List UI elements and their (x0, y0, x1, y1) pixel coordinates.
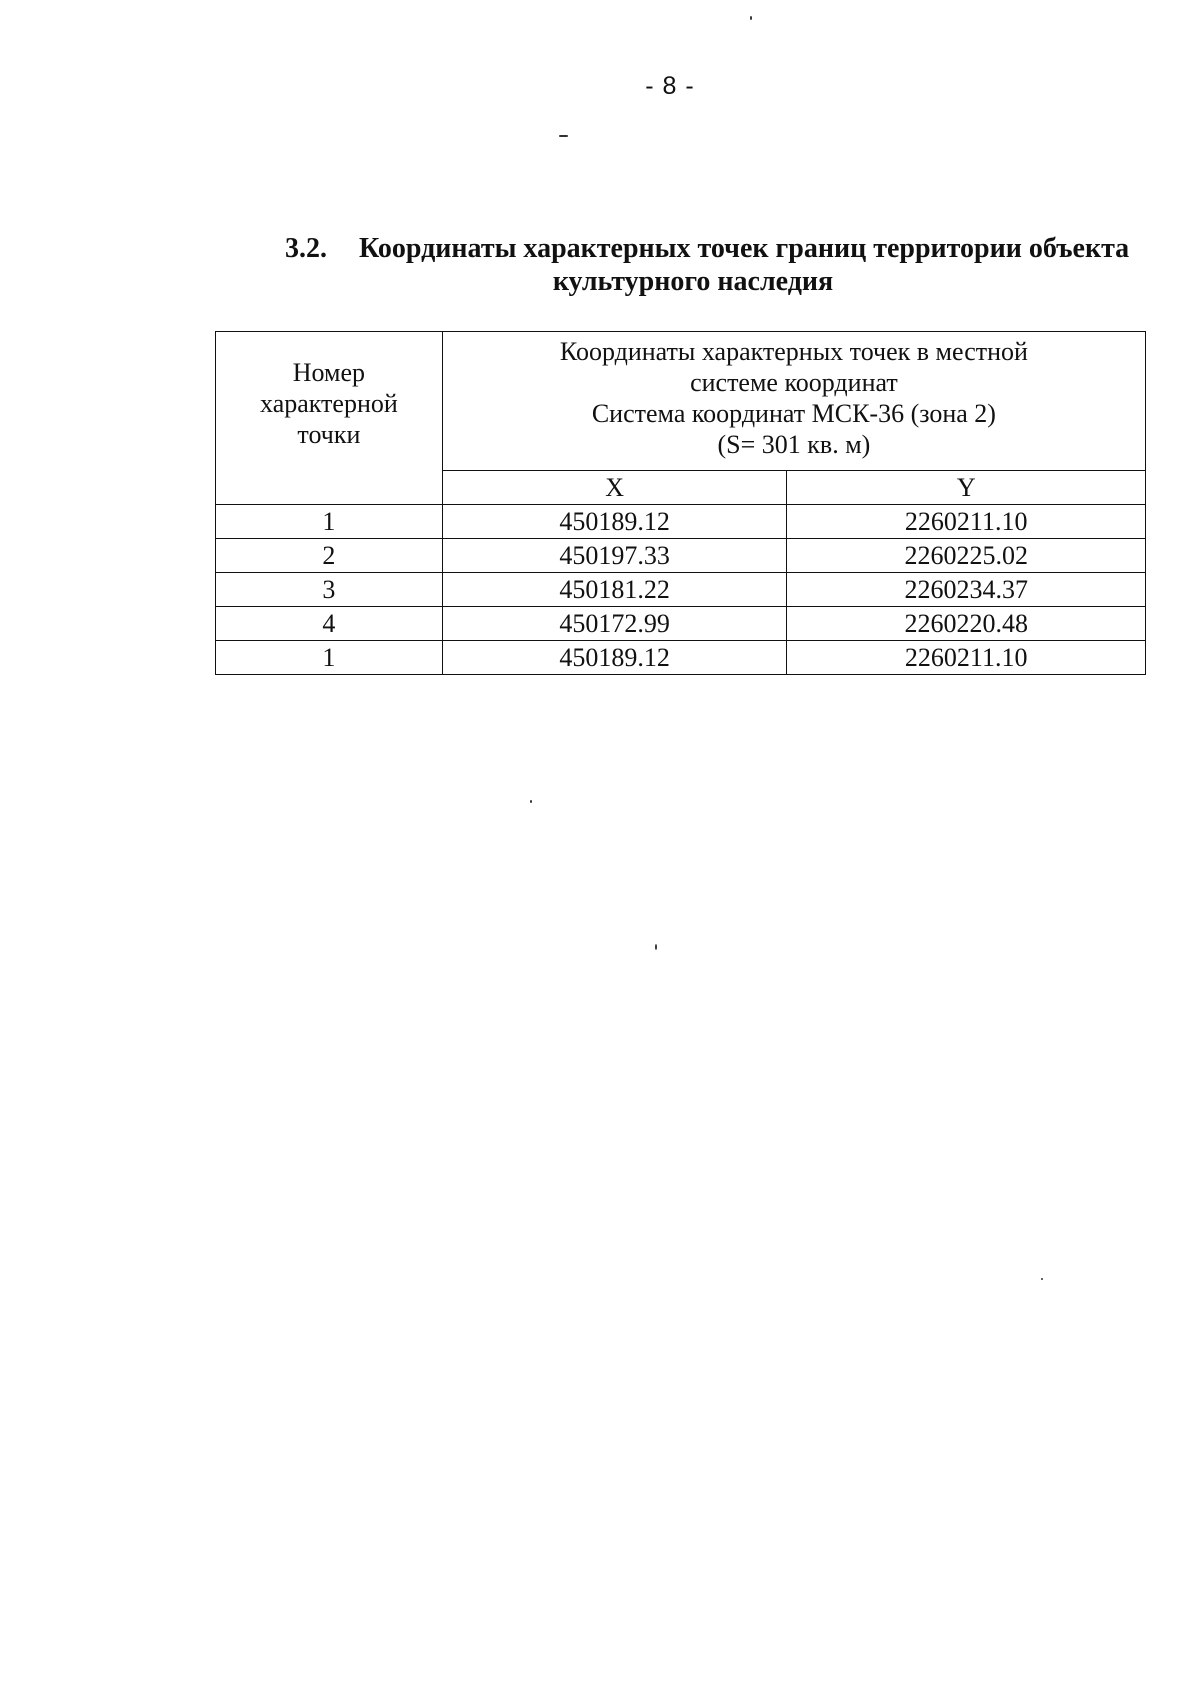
table-row (216, 505, 1146, 539)
y-cell: 2260220.48 (787, 607, 1146, 641)
coordinates-header-line: Координаты характерных точек в местной (559, 337, 1028, 366)
x-cell: 450189.12 (442, 641, 787, 675)
point-number-cell: 1 (216, 641, 443, 675)
y-header: Y (787, 471, 1146, 505)
point-number-cell: 4 (216, 607, 443, 641)
section-heading-line1 (285, 232, 1145, 265)
x-cell: 450197.33 (442, 539, 787, 573)
scan-speck (750, 16, 752, 20)
y-cell: 2260211.10 (787, 641, 1146, 675)
page-number: - 8 - (645, 72, 695, 100)
scan-speck (530, 800, 532, 803)
scan-speck (559, 135, 568, 137)
coordinates-table (215, 331, 1146, 675)
point-number-cell: 1 (216, 505, 443, 539)
coordinates-header-line: системе координат (690, 368, 898, 397)
x-cell: 450189.12 (442, 505, 787, 539)
section-title-continuation: культурного наследия (552, 266, 834, 297)
point-number-cell: 2 (216, 539, 443, 573)
scan-speck (1041, 1278, 1043, 1280)
y-cell: 2260234.37 (787, 573, 1146, 607)
y-cell: 2260211.10 (787, 505, 1146, 539)
coordinates-header-line: (S= 301 кв. м) (717, 430, 871, 459)
x-header: X (442, 471, 787, 505)
y-cell: 2260225.02 (787, 539, 1146, 573)
point-header-line: характерной (260, 388, 398, 418)
x-cell: 450181.22 (442, 573, 787, 607)
point-header-line: Номер (292, 357, 366, 387)
point-header-line: точки (297, 419, 361, 449)
table-row (216, 641, 1146, 675)
x-cell: 450172.99 (442, 607, 787, 641)
point-number-cell: 3 (216, 573, 443, 607)
table-row (216, 573, 1146, 607)
point-number-header (216, 332, 443, 505)
coordinates-header-line: Система координат МСК-36 (зона 2) (591, 399, 996, 428)
table-row (216, 607, 1146, 641)
coordinates-header (442, 332, 1145, 471)
section-title: Координаты характерных точек границ территории объекта (359, 233, 1130, 264)
scan-speck (655, 944, 657, 950)
section-number: 3.2. (285, 233, 327, 264)
table-row (216, 539, 1146, 573)
section-heading (285, 232, 1145, 298)
